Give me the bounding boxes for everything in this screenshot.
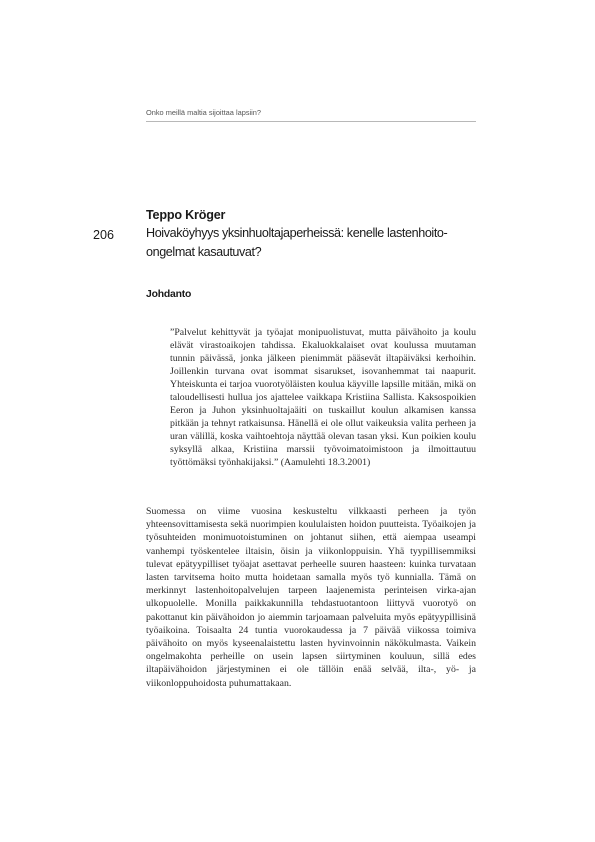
running-header: Onko meillä maltia sijoittaa lapsiin?	[146, 108, 262, 117]
body-paragraph: Suomessa on viime vuosina keskusteltu vilkkaasti perheen ja työn yhteensovittamisesta sekä nuorimpien koululaisten hoidon puutteista. Työaikojen ja työsuhteiden monimuotoistuminen on johtanut siihen, että aiempaa useampi vanhempi työskentelee iltaisin, öisin ja viikonloppuisin. Yhä tyypillisemmiksi tulevat epätyypilliset työajat asettavat perheelle suuren haasteen: kuinka turvataan lasten tarvitsema hoito mutta hoidetaan samalla myös työ kunnialla. Tämä on merkinnyt lastenhoitopalvelujen tarpeen laajenemista perinteisen virka-ajan ulkopuolelle. Monilla paikkakunnilla tehdastuotantoon liittyvä vuorotyö on pakottanut kin päivähoidon jo aiemmin tarjoamaan palveluita myös epätyypillisinä työaikoina. Toisaalta 24 tuntia vuorokaudessa ja 7 päivää viikossa toimiva päivähoito on myös kyseenalaistettu lasten hyvinvoinnin näkökulmasta. Vaikein ongelmakohta perheille on usein lapsen siirtyminen kouluun, sillä edes iltapäivähoidon järjestyminen ei ole tällöin enää selvää, ilta-, yö- ja viikonloppuhoidosta puhumattakaan.	[146, 506, 476, 689]
section-heading: Johdanto	[146, 289, 192, 300]
page-number: 206	[93, 228, 115, 242]
chapter-author: Teppo Kröger	[146, 208, 226, 222]
header-divider	[146, 121, 476, 122]
chapter-title: Hoivaköyhyys yksinhuoltajaperheissä: kenelle lastenhoito-ongelmat kasautuvat?	[146, 226, 448, 259]
epigraph-quote: ”Palvelut kehittyvät ja työajat monipuolistuvat, mutta päivähoito ja koulu elävät virastoaikojen tahdissa. Ekaluokkalaiset ovat koulussa muutaman tunnin päivässä, jonka jälkeen pienimmät pääsevät iltapäiväksi kerhoihin. Joillenkin turvana ovat isommat sisarukset, isovanhemmat tai naapurit. Yhteiskunta ei tarjoa vuorotyöläisten koulua käyville lapsille mitään, mikä on taloudellisesti hullua jos ajattelee vaikkapa Kristiina Sallista. Kaksospoikien Eeron ja Juhon yksinhuoltajaäiti on tuskaillut koulun alkamisen kanssa pitkään ja tehnyt ratkaisunsa. Hänellä ei ole ollut vaikeuksia valita perheen ja uran välillä, koska vaihtoehtoja näyttää olevan tasan yksi. Kun poikien koulu syksyllä alkaa, Kristiina marssii työvoimatoimistoon ja ilmoittautuu työttömäksi työnhakijaksi.” (Aamulehti 18.3.2001)	[170, 327, 476, 468]
